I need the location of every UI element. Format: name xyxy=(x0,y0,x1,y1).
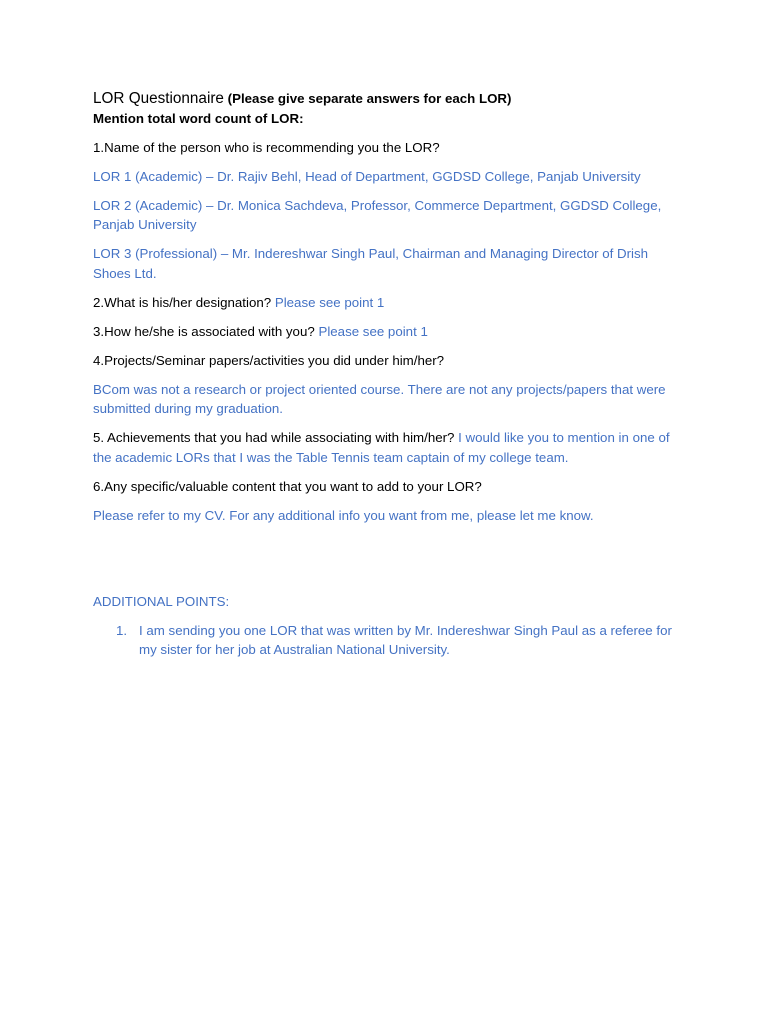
question-3-paragraph xyxy=(93,322,685,342)
question-2: 2.What is his/her designation? xyxy=(93,294,272,310)
list-item-text: I am sending you one LOR that was written by Mr. Indereshwar Singh Paul as a referee for my sister for her job at Australian National University. xyxy=(139,622,672,657)
question-2-paragraph xyxy=(93,293,685,313)
document-page xyxy=(93,89,685,660)
list-item xyxy=(93,621,685,660)
question-5-paragraph xyxy=(93,428,685,467)
answer-lor-2: LOR 2 (Academic) – Dr. Monica Sachdeva, Professor, Commerce Department, GGDSD College, Panjab University xyxy=(93,197,662,232)
title-line xyxy=(93,89,685,109)
list-item-number: 1. xyxy=(116,622,128,638)
answer-3: Please see point 1 xyxy=(318,323,428,339)
question-3: 3.How he/she is associated with you? xyxy=(93,323,315,339)
word-count-prompt: Mention total word count of LOR: xyxy=(93,111,304,126)
answer-lor-3: LOR 3 (Professional) – Mr. Indereshwar Singh Paul, Chairman and Managing Director of Drish Shoes Ltd. xyxy=(93,246,649,281)
spacer xyxy=(93,535,685,592)
answer-5: I would like you to mention in one of the academic LORs that I was the Table Tennis team captain of my college team. xyxy=(93,430,670,465)
answer-6: Please refer to my CV. For any additional info you want from me, please let me know. xyxy=(93,507,594,523)
additional-points-list xyxy=(93,621,685,660)
question-5: 5. Achievements that you had while associating with him/her? xyxy=(93,430,455,445)
title-note: (Please give separate answers for each LOR) xyxy=(227,91,512,106)
additional-points-heading: ADDITIONAL POINTS: xyxy=(93,593,230,609)
question-6: 6.Any specific/valuable content that you want to add to your LOR? xyxy=(93,478,482,494)
question-4: 4.Projects/Seminar papers/activities you did under him/her? xyxy=(93,352,445,368)
answer-2: Please see point 1 xyxy=(274,294,385,310)
question-1: 1.Name of the person who is recommending you the LOR? xyxy=(93,139,440,155)
answer-4: BCom was not a research or project oriented course. There are not any projects/papers that were submitted during my graduation. xyxy=(93,381,666,416)
answer-lor-1: LOR 1 (Academic) – Dr. Rajiv Behl, Head of Department, GGDSD College, Panjab University xyxy=(93,168,641,184)
document-title: LOR Questionnaire xyxy=(93,90,224,107)
